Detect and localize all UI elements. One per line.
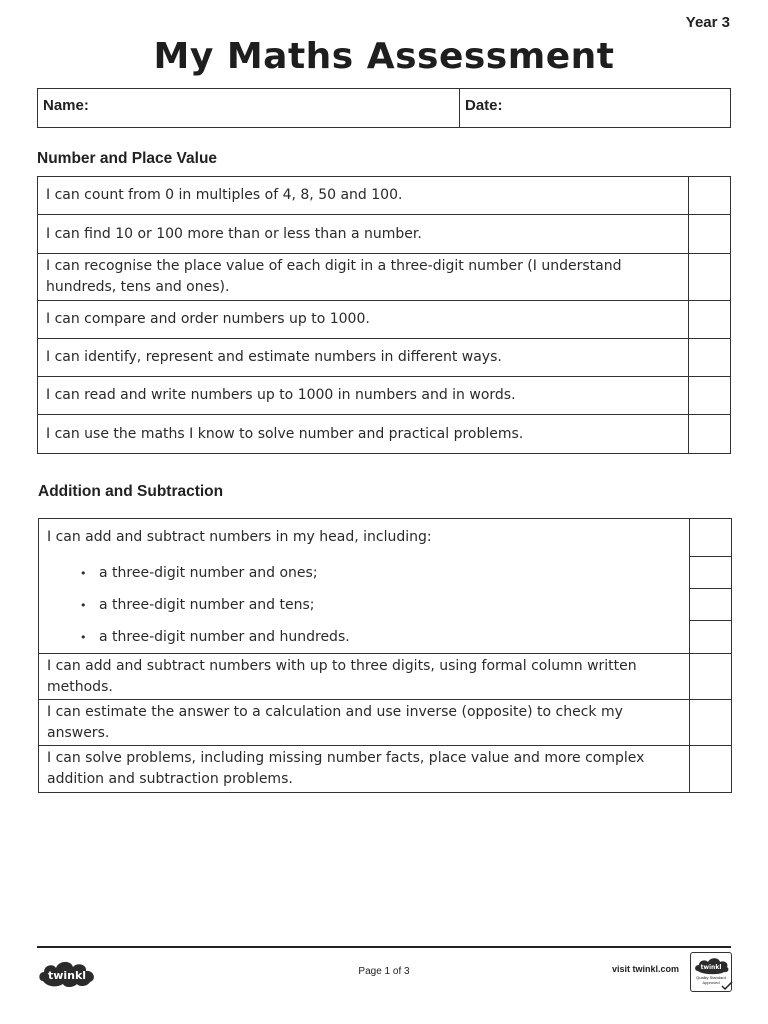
table-row [39, 519, 732, 557]
section-heading-addition-subtraction: Addition and Subtraction [38, 483, 224, 500]
list-item: • a three-digit number and tens; [47, 595, 681, 616]
mental-statement-cell [39, 519, 690, 654]
year-label: Year 3 [685, 14, 730, 31]
badge-text: Quality Standard Approved [696, 975, 726, 985]
page-number: Page 1 of 3 [358, 966, 410, 977]
check-box[interactable] [689, 215, 731, 254]
statement-text: I can solve problems, including missing number facts, place value and more complex addition and subtraction problems. [39, 746, 690, 793]
table-row [38, 301, 731, 339]
table-row [39, 700, 732, 746]
page-title: My Maths Assessment [153, 36, 615, 77]
table-row [39, 654, 732, 700]
check-box[interactable] [689, 339, 731, 377]
date-label: Date: [465, 97, 503, 114]
statement-text: I can find 10 or 100 more than or less than a number. [38, 215, 689, 254]
name-date-box [37, 88, 731, 128]
check-box[interactable] [690, 519, 732, 557]
list-item: • a three-digit number and ones; [47, 563, 681, 584]
table-row [38, 377, 731, 415]
addition-subtraction-table [38, 518, 732, 793]
visit-link[interactable]: visit twinkl.com [612, 964, 680, 974]
badge-cloud-icon [691, 954, 731, 976]
check-box[interactable] [690, 700, 732, 746]
statement-text: I can use the maths I know to solve number and practical problems. [38, 415, 689, 454]
check-box[interactable] [689, 254, 731, 301]
statement-text: I can estimate the answer to a calculation and use inverse (opposite) to check my answers. [39, 700, 690, 746]
statement-text: I can count from 0 in multiples of 4, 8, 50 and 100. [38, 177, 689, 215]
statement-text: I can read and write numbers up to 1000 in numbers and in words. [38, 377, 689, 415]
statement-text: I can add and subtract numbers with up to three digits, using formal column written methods. [39, 654, 690, 700]
footer-divider [37, 946, 731, 948]
list-item: • a three-digit number and hundreds. [47, 627, 681, 648]
check-box[interactable] [690, 654, 732, 700]
name-field[interactable] [38, 89, 460, 127]
date-field[interactable] [460, 89, 730, 127]
quality-badge [690, 952, 732, 992]
check-box[interactable] [690, 557, 732, 589]
table-row [38, 177, 731, 215]
name-label: Name: [43, 97, 89, 114]
check-box[interactable] [689, 177, 731, 215]
check-box[interactable] [689, 377, 731, 415]
check-box[interactable] [690, 589, 732, 621]
statement-text: I can add and subtract numbers in my head, including: [47, 529, 432, 545]
section-heading-number-place-value: Number and Place Value [37, 150, 218, 167]
table-row [39, 746, 732, 793]
table-row [38, 339, 731, 377]
table-row [38, 254, 731, 301]
table-row [38, 215, 731, 254]
check-box[interactable] [689, 415, 731, 454]
table-row [38, 415, 731, 454]
check-box[interactable] [690, 746, 732, 793]
check-box[interactable] [690, 621, 732, 654]
check-box[interactable] [689, 301, 731, 339]
logo-text: twinkl [47, 969, 87, 982]
check-mark-icon [721, 981, 733, 991]
bullet-list [47, 563, 681, 648]
number-place-value-table [37, 176, 731, 454]
badge-logo-text: twinkl [700, 964, 722, 971]
statement-text: I can compare and order numbers up to 1000. [38, 301, 689, 339]
statement-text: I can recognise the place value of each digit in a three-digit number (I understand hundreds, tens and ones). [38, 254, 689, 301]
statement-text: I can identify, represent and estimate numbers in different ways. [38, 339, 689, 377]
